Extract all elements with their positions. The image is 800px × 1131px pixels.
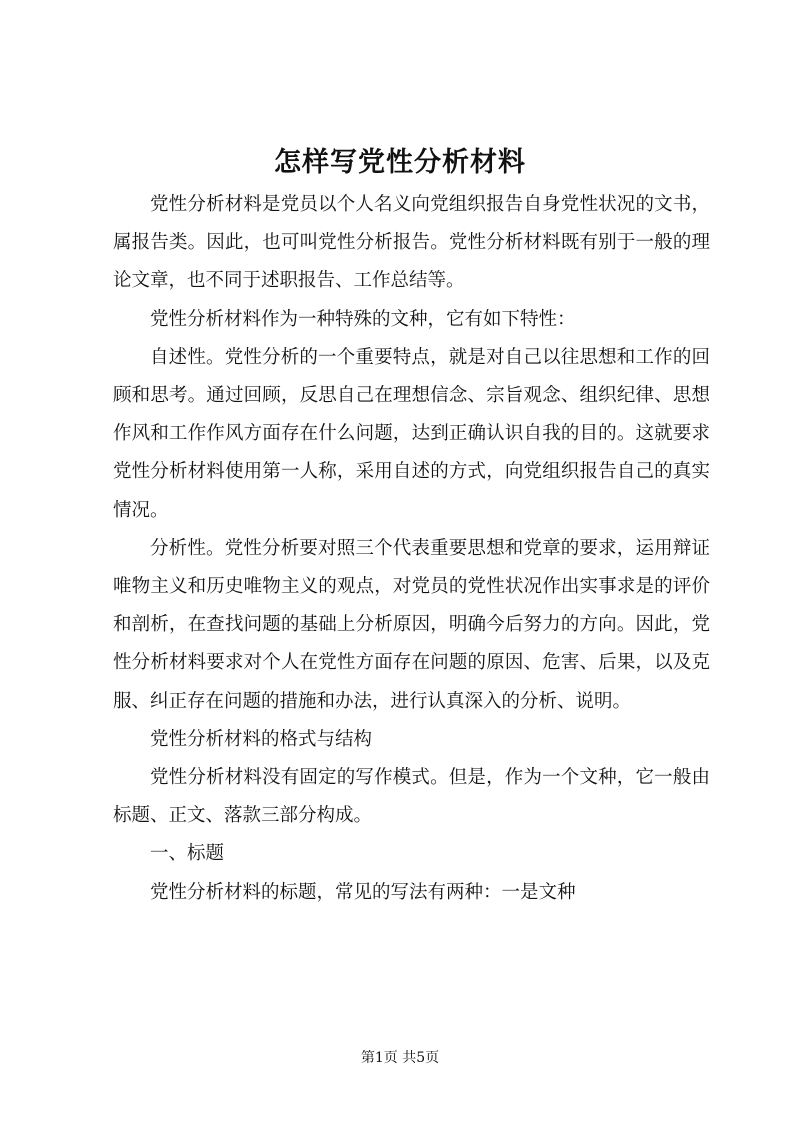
subsection-heading: 一、标题: [150, 843, 225, 865]
document-title: 怎样写党性分析材料: [274, 147, 526, 178]
page-footer: 第1页 共5页: [360, 1050, 440, 1066]
paragraph: 分析性。党性分析要对照三个代表重要思想和党章的要求，运用辩证唯物主义和历史唯物主义的观点，对党员的党性状况作出实事求是的评价和剖析，在查找问题的基础上分析原因，明确今后努力的方向。因此，党性分析材料要求对个人在党性方面存在问题的原因、危害、后果，以及克服、纠正存在问题的措施和办法，进行认真深入的分析、说明。: [113, 537, 710, 712]
section-heading: 党性分析材料的格式与结构: [150, 728, 373, 750]
paragraph: 党性分析材料没有固定的写作模式。但是，作为一个文种，它一般由标题、正文、落款三部分构成。: [113, 767, 710, 827]
paragraph: 党性分析材料是党员以个人名义向党组织报告自身党性状况的文书，属报告类。因此，也可叫党性分析报告。党性分析材料既有别于一般的理论文章，也不同于述职报告、工作总结等。: [113, 194, 710, 292]
paragraph: 党性分析材料的标题，常见的写法有两种：一是文种: [150, 881, 576, 903]
paragraph: 党性分析材料作为一种特殊的文种，它有如下特性：: [150, 308, 576, 330]
paragraph: 自述性。党性分析的一个重要特点，就是对自己以往思想和工作的回顾和思考。通过回顾，反思自己在理想信念、宗旨观念、组织纪律、思想作风和工作作风方面存在什么问题，达到正确认识自我的目的。这就要求党性分析材料使用第一人称，采用自述的方式，向党组织报告自己的真实情况。: [113, 346, 710, 521]
document-body: [113, 186, 710, 912]
